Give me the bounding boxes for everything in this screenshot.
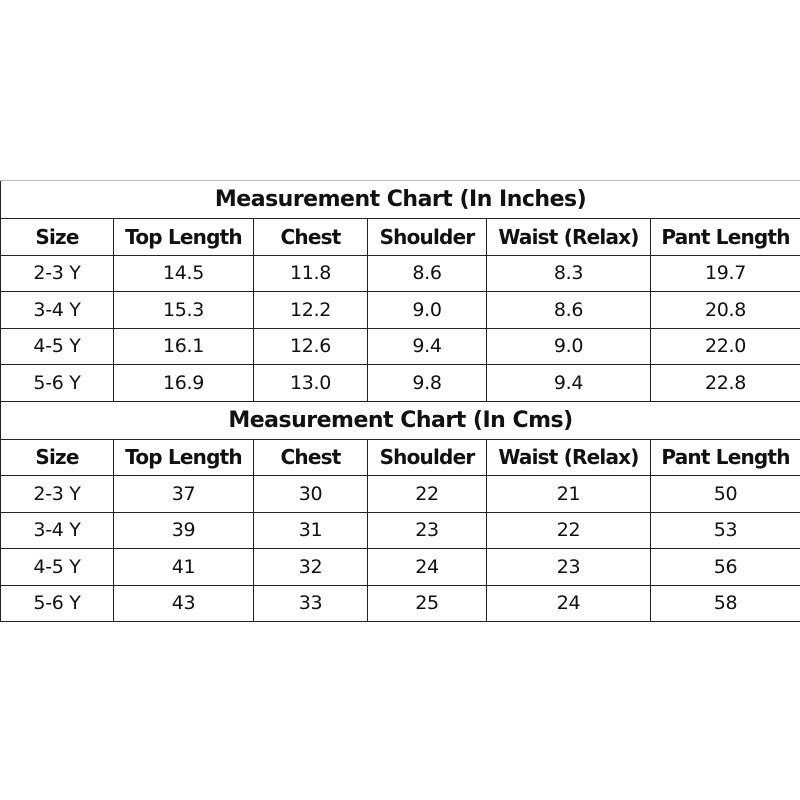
column-header: Top Length — [114, 219, 254, 256]
size-cell: 3-4 Y — [1, 512, 114, 549]
measurement-cell: 9.4 — [487, 365, 651, 402]
column-header: Chest — [254, 219, 368, 256]
column-header: Top Length — [114, 439, 254, 476]
measurement-table-body — [1, 181, 800, 622]
table-row — [1, 255, 800, 292]
measurement-cell: 8.3 — [487, 255, 651, 292]
inches-header-row — [1, 219, 800, 256]
measurement-cell: 37 — [114, 476, 254, 513]
measurement-cell: 16.9 — [114, 365, 254, 402]
measurement-cell: 20.8 — [651, 292, 800, 329]
measurement-cell: 13.0 — [254, 365, 368, 402]
inches-chart-title: Measurement Chart (In Inches) — [1, 181, 800, 219]
column-header: Waist (Relax) — [487, 219, 651, 256]
measurement-cell: 9.0 — [368, 292, 487, 329]
measurement-cell: 22 — [487, 512, 651, 549]
measurement-chart-sheet — [0, 180, 800, 622]
measurement-cell: 14.5 — [114, 255, 254, 292]
cms-title-row — [1, 401, 800, 439]
measurement-cell: 31 — [254, 512, 368, 549]
size-cell: 2-3 Y — [1, 476, 114, 513]
measurement-cell: 8.6 — [368, 255, 487, 292]
size-cell: 4-5 Y — [1, 549, 114, 586]
measurement-cell: 16.1 — [114, 328, 254, 365]
measurement-cell: 32 — [254, 549, 368, 586]
table-row — [1, 328, 800, 365]
measurement-table — [0, 180, 800, 622]
size-cell: 4-5 Y — [1, 328, 114, 365]
cms-header-row — [1, 439, 800, 476]
measurement-cell: 11.8 — [254, 255, 368, 292]
column-header: Size — [1, 219, 114, 256]
measurement-cell: 23 — [368, 512, 487, 549]
measurement-cell: 39 — [114, 512, 254, 549]
table-row — [1, 585, 800, 622]
measurement-cell: 30 — [254, 476, 368, 513]
measurement-cell: 41 — [114, 549, 254, 586]
table-row — [1, 365, 800, 402]
table-row — [1, 292, 800, 329]
column-header: Shoulder — [368, 439, 487, 476]
measurement-cell: 12.2 — [254, 292, 368, 329]
measurement-cell: 9.8 — [368, 365, 487, 402]
measurement-cell: 21 — [487, 476, 651, 513]
size-cell: 5-6 Y — [1, 365, 114, 402]
table-row — [1, 476, 800, 513]
measurement-cell: 24 — [368, 549, 487, 586]
measurement-cell: 15.3 — [114, 292, 254, 329]
size-cell: 5-6 Y — [1, 585, 114, 622]
measurement-cell: 53 — [651, 512, 800, 549]
column-header: Shoulder — [368, 219, 487, 256]
measurement-cell: 56 — [651, 549, 800, 586]
column-header: Pant Length — [651, 439, 800, 476]
column-header: Chest — [254, 439, 368, 476]
column-header: Waist (Relax) — [487, 439, 651, 476]
measurement-cell: 22 — [368, 476, 487, 513]
size-cell: 2-3 Y — [1, 255, 114, 292]
measurement-cell: 19.7 — [651, 255, 800, 292]
measurement-cell: 24 — [487, 585, 651, 622]
measurement-cell: 43 — [114, 585, 254, 622]
measurement-cell: 12.6 — [254, 328, 368, 365]
table-row — [1, 549, 800, 586]
size-cell: 3-4 Y — [1, 292, 114, 329]
measurement-cell: 22.0 — [651, 328, 800, 365]
inches-title-row — [1, 181, 800, 219]
measurement-cell: 50 — [651, 476, 800, 513]
measurement-cell: 25 — [368, 585, 487, 622]
column-header: Pant Length — [651, 219, 800, 256]
measurement-cell: 8.6 — [487, 292, 651, 329]
measurement-cell: 58 — [651, 585, 800, 622]
measurement-cell: 9.4 — [368, 328, 487, 365]
cms-chart-title: Measurement Chart (In Cms) — [1, 401, 800, 439]
column-header: Size — [1, 439, 114, 476]
table-row — [1, 512, 800, 549]
measurement-cell: 23 — [487, 549, 651, 586]
measurement-cell: 22.8 — [651, 365, 800, 402]
measurement-cell: 9.0 — [487, 328, 651, 365]
measurement-cell: 33 — [254, 585, 368, 622]
